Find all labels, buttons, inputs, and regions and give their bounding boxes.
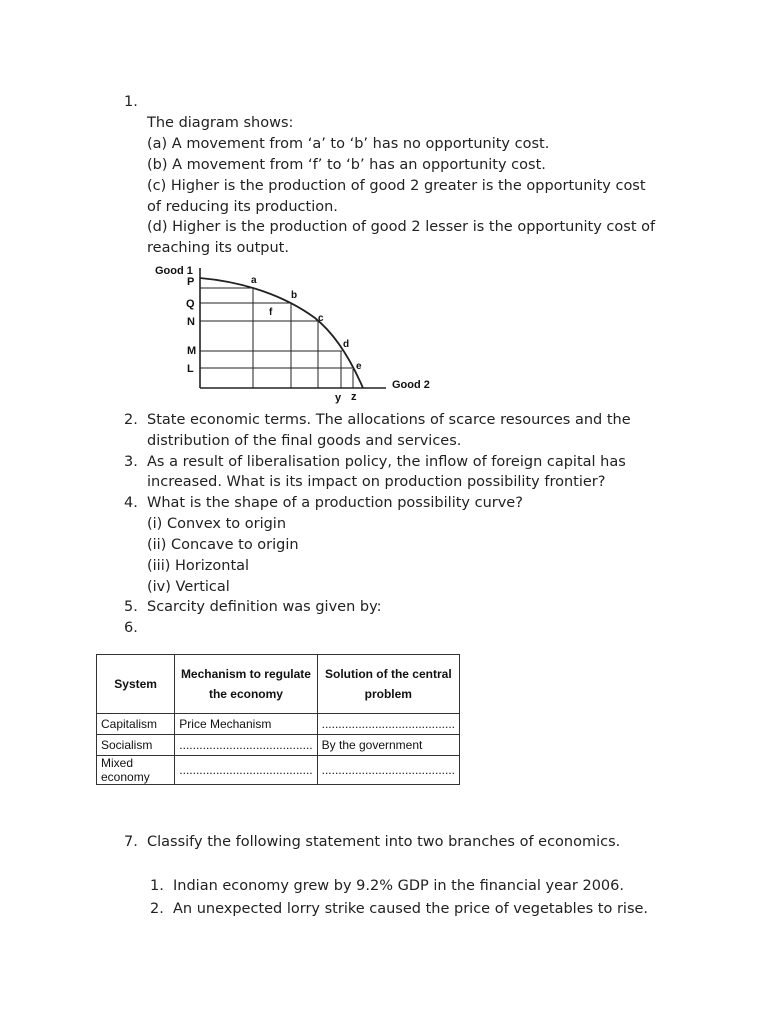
point-d: d xyxy=(343,339,350,350)
table-header-row xyxy=(97,655,460,714)
q4-text: What is the shape of a production possibility curve? xyxy=(147,495,523,511)
q2-line-2: distribution of the final goods and services. xyxy=(147,433,462,449)
q1-intro: The diagram shows: xyxy=(147,115,294,131)
q7-number: 7. xyxy=(124,834,138,850)
q1-option-b: (b) A movement from ‘f’ to ‘b’ has an opportunity cost. xyxy=(147,157,546,173)
q1-option-c: (c) Higher is the production of good 2 greater is the opportunity cost xyxy=(147,178,646,194)
q1-option-d-cont: reaching its output. xyxy=(147,240,289,256)
ppc-diagram xyxy=(150,258,440,406)
cell-system: Socialism xyxy=(97,735,175,756)
y-tick-l: L xyxy=(187,363,194,375)
cell-system: Mixed economy xyxy=(97,756,175,785)
q3-number: 3. xyxy=(124,454,138,470)
x-axis-label: Good 2 xyxy=(392,379,430,391)
q7-item-2-text: An unexpected lorry strike caused the price of vegetables to rise. xyxy=(173,901,649,917)
q3-line-1: As a result of liberalisation policy, the inflow of foreign capital has xyxy=(147,454,626,470)
cell-mechanism-blank: ........................................ xyxy=(175,756,317,785)
point-b: b xyxy=(291,290,298,301)
table-row xyxy=(97,735,460,756)
q1-option-a: (a) A movement from ‘a’ to ‘b’ has no opportunity cost. xyxy=(147,136,550,152)
y-tick-q: Q xyxy=(186,298,195,310)
y-tick-m: M xyxy=(187,345,197,357)
q5-number: 5. xyxy=(124,599,138,615)
cell-solution-blank: ........................................ xyxy=(317,756,459,785)
q4-option-iv: (iv) Vertical xyxy=(147,579,230,595)
point-c: c xyxy=(318,313,324,324)
x-tick-z: z xyxy=(351,391,357,403)
x-tick-y: y xyxy=(335,392,342,404)
header-mechanism: Mechanism to regulate the economy xyxy=(175,655,317,714)
table-row xyxy=(97,714,460,735)
q2-number: 2. xyxy=(124,412,138,428)
cell-mechanism: Price Mechanism xyxy=(175,714,317,735)
q7-text: Classify the following statement into two branches of economics. xyxy=(147,834,621,850)
economic-systems-table xyxy=(96,654,460,785)
header-system: System xyxy=(97,655,175,714)
q7-item-1-number: 1. xyxy=(150,878,164,894)
q3-line-2: increased. What is its impact on production possibility frontier? xyxy=(147,474,606,490)
cell-solution: By the government xyxy=(317,735,459,756)
q7-item-1-text: Indian economy grew by 9.2% GDP in the financial year 2006. xyxy=(173,878,624,894)
q4-option-i: (i) Convex to origin xyxy=(147,516,287,532)
table-row xyxy=(97,756,460,785)
header-solution: Solution of the central problem xyxy=(317,655,459,714)
point-f: f xyxy=(269,307,273,318)
y-axis-label: Good 1 xyxy=(155,265,193,277)
q5-text: Scarcity definition was given by: xyxy=(147,599,382,615)
point-e: e xyxy=(356,361,362,372)
cell-mechanism-blank: ........................................ xyxy=(175,735,317,756)
cell-system: Capitalism xyxy=(97,714,175,735)
point-a: a xyxy=(251,275,257,286)
q1-option-d: (d) Higher is the production of good 2 lesser is the opportunity cost of xyxy=(147,219,656,235)
q2-line-1: State economic terms. The allocations of scarce resources and the xyxy=(147,412,631,428)
y-tick-n: N xyxy=(187,316,195,328)
q4-option-iii: (iii) Horizontal xyxy=(147,558,250,574)
q7-item-2-number: 2. xyxy=(150,901,164,917)
q4-number: 4. xyxy=(124,495,138,511)
q6-number: 6. xyxy=(124,620,138,636)
q1-option-c-cont: of reducing its production. xyxy=(147,199,338,215)
q1-number: 1. xyxy=(124,94,138,110)
cell-solution-blank: ........................................ xyxy=(317,714,459,735)
y-tick-p: P xyxy=(187,276,195,288)
q4-option-ii: (ii) Concave to origin xyxy=(147,537,299,553)
